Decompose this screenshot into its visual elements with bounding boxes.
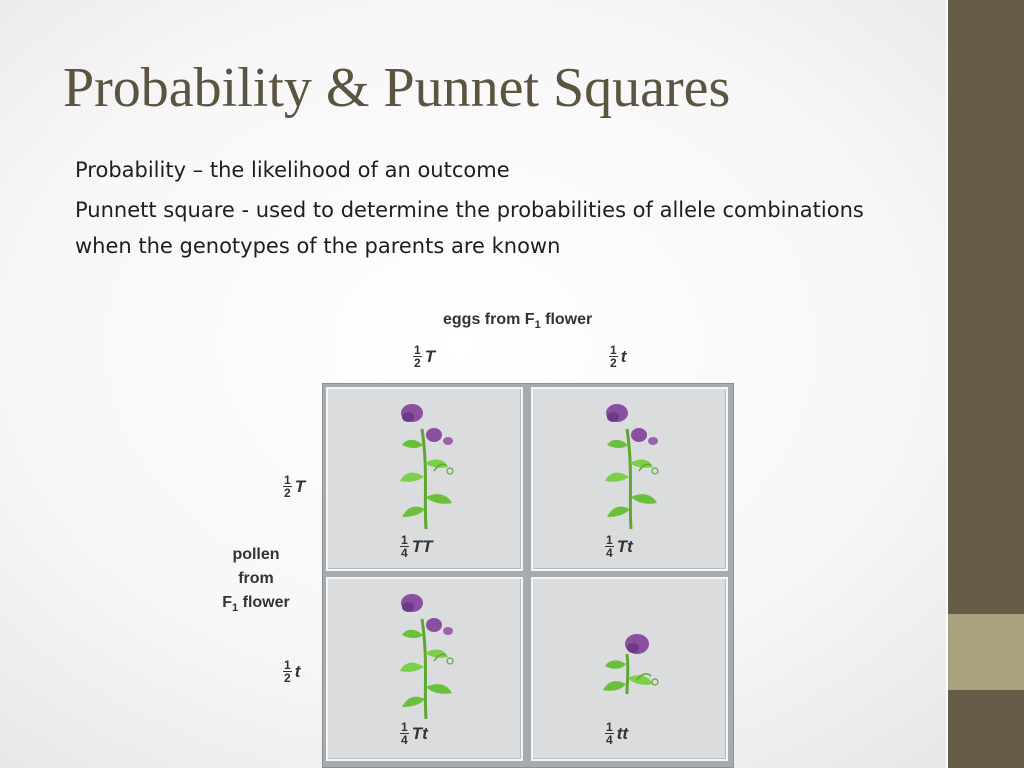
slide-title: Probability & Punnet Squares (63, 57, 731, 119)
eggs-label: eggs from $F_1$ flower (443, 311, 593, 332)
cell-prob-tt: $\frac{1}{4}$ tt (606, 720, 629, 747)
punnett-cell-Tt-top (531, 387, 728, 571)
punnett-square (322, 383, 734, 768)
cell-prob-Tt-bottom: $\frac{1}{4}$ Tt (401, 720, 428, 747)
side-accent-block (948, 614, 1024, 690)
dwarf-plant-icon (593, 624, 673, 704)
tall-plant-icon (388, 589, 468, 729)
bullet-punnett: Punnett square - used to determine the probabilities of allele combinations when the genotypes of the parents are known (75, 198, 864, 258)
punnett-cell-TT (326, 387, 523, 571)
cell-prob-Tt-top: $\frac{1}{4}$ Tt (606, 533, 633, 560)
top-allele-T: $\frac{1}{2}$ T (414, 343, 436, 370)
top-allele-t: $\frac{1}{2}$ t (610, 343, 627, 370)
side-allele-T: $\frac{1}{2}$ T (284, 473, 306, 500)
punnett-cell-tt (531, 577, 728, 761)
tall-plant-icon (593, 399, 673, 539)
pollen-label: pollen from $F_1$ flower (222, 546, 290, 615)
punnett-cell-Tt-bottom (326, 577, 523, 761)
tall-plant-icon (388, 399, 468, 539)
side-allele-t: $\frac{1}{2}$ t (284, 658, 301, 685)
cell-prob-TT: $\frac{1}{4}$ TT (401, 533, 433, 560)
bullet-probability: Probability – the likelihood of an outcome (75, 158, 510, 182)
bullet-list (75, 152, 875, 268)
